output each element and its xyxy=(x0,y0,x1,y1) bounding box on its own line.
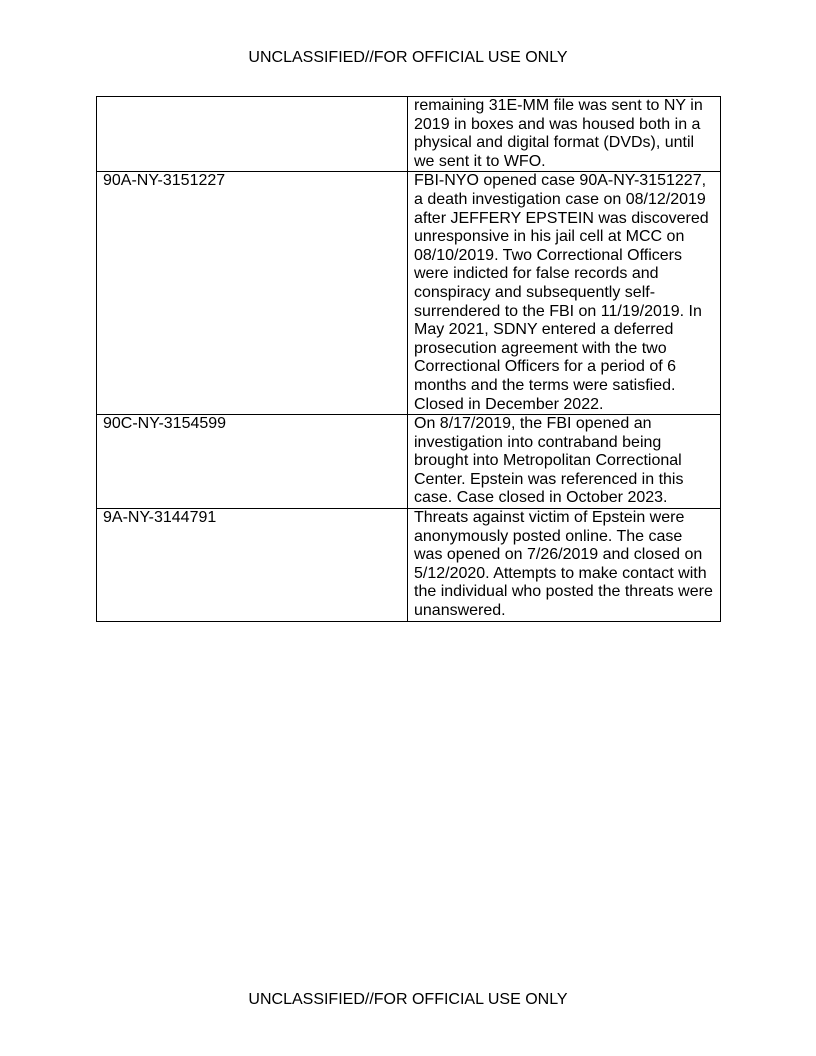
table-row xyxy=(97,97,721,172)
case-description: On 8/17/2019, the FBI opened an investigation into contraband being brought into Metropolitan Correctional Center. Epstein was referenced in this case. Case closed in October 2023. xyxy=(414,415,684,507)
case-number: 90C-NY-3154599 xyxy=(103,415,227,433)
classification-footer: UNCLASSIFIED//FOR OFFICIAL USE ONLY xyxy=(248,991,568,1008)
table-row xyxy=(97,415,721,509)
case-description-cell xyxy=(408,172,721,415)
case-number: 9A-NY-3144791 xyxy=(103,509,217,527)
table-row xyxy=(97,172,721,415)
case-description: Threats against victim of Epstein were anonymously posted online. The case was opened on 7/26/2019 and closed on 5/12/2020. Attempts to make contact with the individual who posted the threats were unanswered. xyxy=(414,509,713,620)
classification-header: UNCLASSIFIED//FOR OFFICIAL USE ONLY xyxy=(248,49,568,66)
case-description-cell xyxy=(408,97,721,172)
case-description: remaining 31E-MM file was sent to NY in 2019 in boxes and was housed both in a physical and digital format (DVDs), until we sent it to WFO. xyxy=(414,97,703,170)
case-table xyxy=(96,96,721,622)
case-number-cell xyxy=(97,509,408,622)
case-number-cell xyxy=(97,97,408,172)
case-description-cell xyxy=(408,509,721,622)
case-description-cell xyxy=(408,415,721,509)
case-number-cell xyxy=(97,415,408,509)
table-row xyxy=(97,509,721,622)
case-number-cell xyxy=(97,172,408,415)
case-description: FBI-NYO opened case 90A-NY-3151227, a death investigation case on 08/12/2019 after JEFFERY EPSTEIN was discovered unresponsive in his jail cell at MCC on 08/10/2019. Two Correctional Officers were indicted for false records and conspiracy and subsequently self-surrendered to the FBI on 11/19/2019. In May 2021, SDNY entered a deferred prosecution agreement with the two Correctional Officers for a period of 6 months and the terms were satisfied. Closed in December 2022. xyxy=(414,172,709,413)
case-number: 90A-NY-3151227 xyxy=(103,172,226,190)
